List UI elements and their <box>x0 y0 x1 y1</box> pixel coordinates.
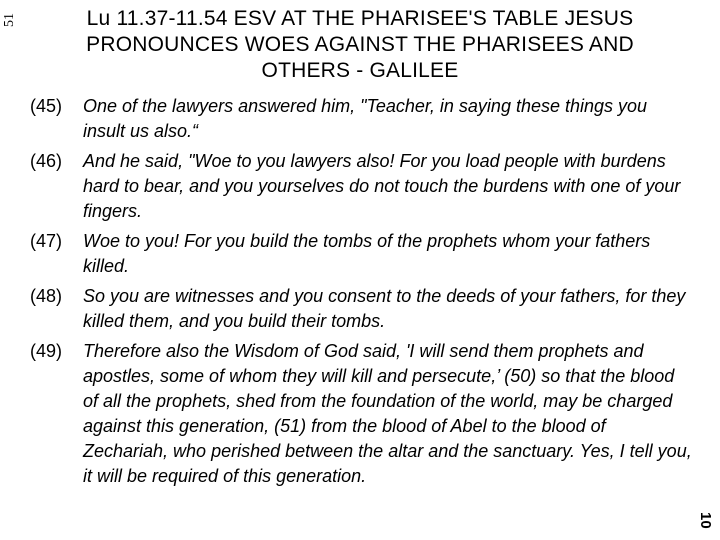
page-title <box>20 6 700 84</box>
verse-text: So you are witnesses and you consent to the deeds of your fathers, for they killed them, and you build their tombs. <box>83 286 686 331</box>
verse-text: And he said, "Woe to you lawyers also! For you load people with burdens hard to bear, and you yourselves do not touch the burdens with one of your fingers. <box>83 151 681 221</box>
verse-text: One of the lawyers answered him, "Teacher, in saying these things you insult us also.“ <box>83 96 648 141</box>
verse-number: (49) <box>30 341 63 361</box>
title-line-3: OTHERS - GALILEE <box>261 59 459 82</box>
verse-47 <box>30 229 694 279</box>
verse-text: Therefore also the Wisdom of God said, 'I will send them prophets and apostles, some of whom they will kill and persecute,’ (50) so that the blood of all the prophets, shed from the foundation of the world, may be charged against this generation, (51) from the blood of Abel to the blood of Zechariah, who perished between the altar and the sanctuary. Yes, I tell you, it will be required of this generation. <box>83 341 692 486</box>
verse-list <box>30 94 694 494</box>
verse-46 <box>30 149 694 224</box>
verse-number: (46) <box>30 151 63 171</box>
title-line-2: PRONOUNCES WOES AGAINST THE PHARISEES AND <box>86 33 634 56</box>
verse-45 <box>30 94 694 144</box>
verse-49 <box>30 339 694 489</box>
page-number: 51 <box>2 13 17 27</box>
verse-number: (45) <box>30 96 63 116</box>
verse-number: (47) <box>30 231 63 251</box>
verse-48 <box>30 284 694 334</box>
verse-number: (48) <box>30 286 63 306</box>
title-line-1: Lu 11.37‑11.54 ESV AT THE PHARISEE'S TABLE JESUS <box>86 7 634 30</box>
verse-text: Woe to you! For you build the tombs of the prophets whom your fathers killed. <box>83 231 651 276</box>
slide-number: 10 <box>697 511 714 529</box>
